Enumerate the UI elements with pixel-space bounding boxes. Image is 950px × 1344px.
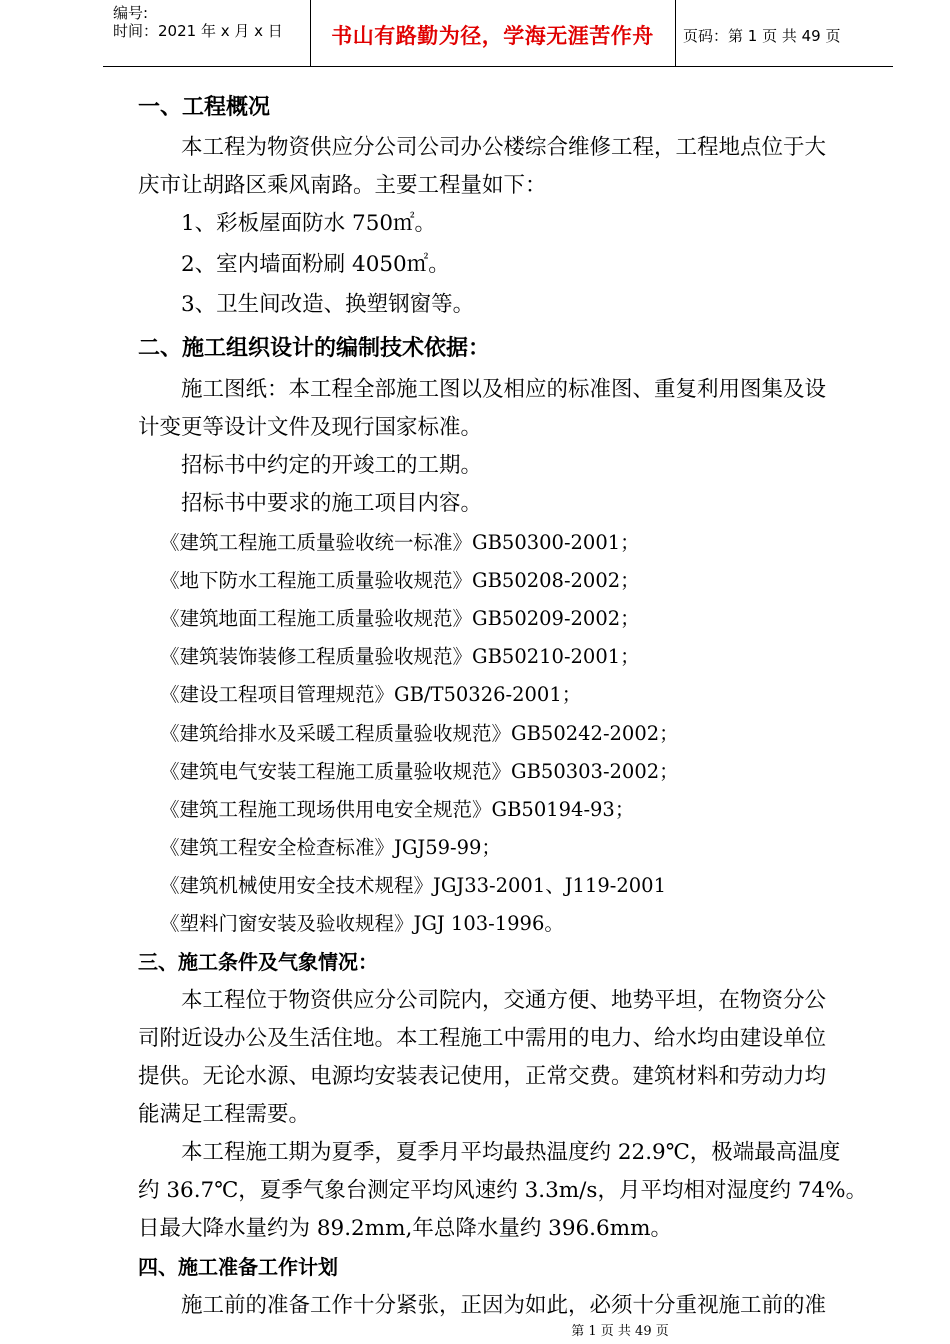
paragraph-line: 日最大降水量约为 89.2mm,年总降水量约 396.6mm。 <box>138 1216 672 1241</box>
section-heading: 三、施工条件及气象情况： <box>138 950 378 974</box>
list-item: 3、卫生间改造、换塑钢窗等。 <box>181 292 475 317</box>
standard-item: 《地下防水工程施工质量验收规范》GB50208-2002； <box>160 569 640 592</box>
paragraph-line: 招标书中要求的施工项目内容。 <box>181 491 483 516</box>
paragraph-line: 本工程施工期为夏季，夏季月平均最热温度约 22.9℃，极端最高温度 <box>181 1140 841 1165</box>
standard-item: 《建筑机械使用安全技术规程》JGJ33-2001、J119-2001 <box>160 874 666 897</box>
footer-page-number: 第 1 页 共 49 页 <box>571 1324 669 1339</box>
section-heading: 一、工程概况 <box>138 95 271 120</box>
standard-item: 《建筑工程施工现场供用电安全规范》GB50194-93； <box>160 798 635 821</box>
standard-item: 《建筑工程施工质量验收统一标准》GB50300-2001； <box>160 531 640 554</box>
standard-item: 《建筑给排水及采暖工程质量验收规范》GB50242-2002； <box>160 722 679 745</box>
standard-item: 《建筑工程安全检查标准》JGJ59-99； <box>160 836 501 859</box>
header-page-info: 页码：第 1 页 共 49 页 <box>683 27 841 45</box>
section-heading: 二、施工组织设计的编制技术依据： <box>138 336 491 361</box>
standard-item: 《建设工程项目管理规范》GB/T50326-2001； <box>160 683 582 706</box>
header-motto: 书山有路勤为径，学海无涯苦作舟 <box>331 24 654 48</box>
standard-item: 《建筑装饰装修工程质量验收规范》GB50210-2001； <box>160 645 640 668</box>
section-heading: 四、施工准备工作计划 <box>138 1255 338 1279</box>
document-number-label: 编号: <box>113 4 149 22</box>
paragraph-line: 司附近设办公及生活住地。本工程施工中需用的电力、给水均由建设单位 <box>138 1026 827 1051</box>
paragraph-line: 招标书中约定的开竣工的工期。 <box>181 453 483 478</box>
page-footer <box>0 1320 950 1339</box>
list-item: 1、彩板屋面防水 750㎡。 <box>181 211 437 236</box>
standard-item: 《建筑电气安装工程施工质量验收规范》GB50303-2002； <box>160 760 679 783</box>
paragraph-line: 施工前的准备工作十分紧张，正因为如此，必须十分重视施工前的准 <box>181 1293 827 1318</box>
list-item: 2、室内墙面粉刷 4050㎡。 <box>181 252 450 277</box>
paragraph-line: 施工图纸：本工程全部施工图以及相应的标准图、重复利用图集及设 <box>181 377 827 402</box>
paragraph-line: 庆市让胡路区乘风南路。主要工程量如下： <box>138 173 547 198</box>
paragraph-line: 计变更等设计文件及现行国家标准。 <box>138 415 483 440</box>
paragraph-line: 提供。无论水源、电源均安装表记使用，正常交费。建筑材料和劳动力均 <box>138 1064 827 1089</box>
standard-item: 《塑料门窗安装及验收规程》JGJ 103-1996。 <box>160 912 564 935</box>
standard-item: 《建筑地面工程施工质量验收规范》GB50209-2002； <box>160 607 640 630</box>
document-time-label: 时间：2021 年 x 月 x 日 <box>113 22 283 40</box>
paragraph-line: 本工程位于物资供应分公司院内，交通方便、地势平坦，在物资分公 <box>181 988 827 1013</box>
paragraph-line: 约 36.7℃，夏季气象台测定平均风速约 3.3m/s，月平均相对湿度约 74%。 <box>138 1178 868 1203</box>
paragraph-line: 本工程为物资供应分公司公司办公楼综合维修工程，工程地点位于大 <box>181 135 827 160</box>
paragraph-line: 能满足工程需要。 <box>138 1102 311 1127</box>
